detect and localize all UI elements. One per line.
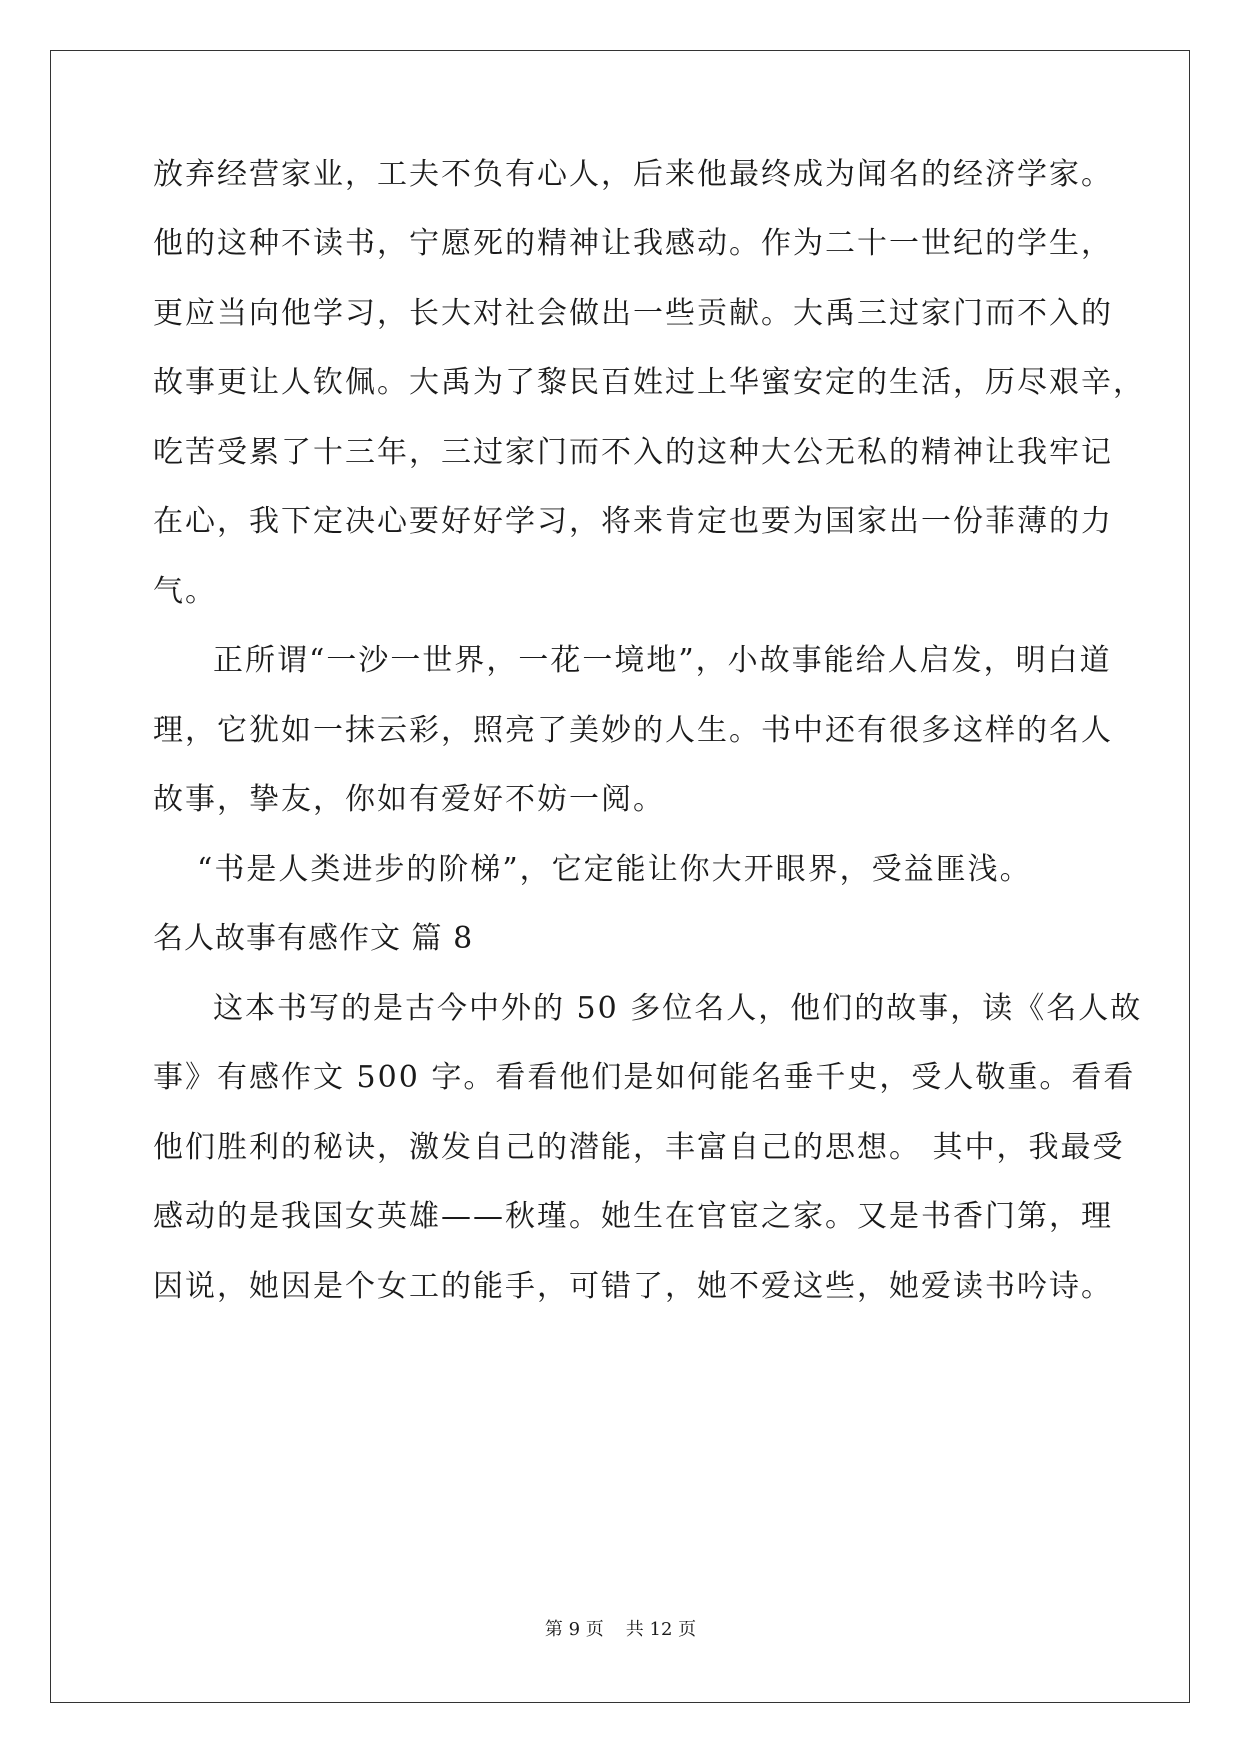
text-line-10: 故事，挚友，你如有爱好不妨一阅。 (153, 782, 665, 817)
text-line-7: 气。 (153, 574, 217, 609)
text-line-9: 理，它犹如一抹云彩，照亮了美妙的人生。书中还有很多这样的名人 (153, 713, 1113, 748)
section-line-1: 这本书写的是古今中外的 50 多位名人，他们的故事，读《名人故 (213, 991, 1143, 1026)
text-line-6: 在心，我下定决心要好好学习，将来肯定也要为国家出一份菲薄的力 (153, 504, 1113, 539)
text-line-8: 正所谓“一沙一世界，一花一境地”，小故事能给人启发，明白道 (213, 643, 1112, 678)
text-line-4: 故事更让人钦佩。大禹为了黎民百姓过上华蜜安定的生活，历尽艰辛， (153, 365, 1145, 400)
page-footer (0, 1618, 1241, 1642)
text-line-1: 放弃经营家业，工夫不负有心人，后来他最终成为闻名的经济学家。 (153, 157, 1113, 192)
section-line-3: 他们胜利的秘诀，激发自己的潜能，丰富自己的思想。 其中，我最受 (153, 1130, 1125, 1165)
section-line-4: 感动的是我国女英雄——秋瑾。她生在官宦之家。又是书香门第，理 (153, 1199, 1113, 1234)
section-line-5: 因说，她因是个女工的能手，可错了，她不爱这些，她爱读书吟诗。 (153, 1269, 1113, 1304)
text-line-5: 吃苦受累了十三年，三过家门而不入的这种大公无私的精神让我牢记 (153, 435, 1113, 470)
text-line-2: 他的这种不读书，宁愿死的精神让我感动。作为二十一世纪的学生， (153, 226, 1113, 261)
text-line-3: 更应当向他学习，长大对社会做出一些贡献。大禹三过家门而不入的 (153, 296, 1113, 331)
text-line-11: “书是人类进步的阶梯”，它定能让你大开眼界，受益匪浅。 (197, 852, 1032, 887)
section-line-2: 事》有感作文 500 字。看看他们是如何能名垂千史，受人敬重。看看 (153, 1060, 1136, 1095)
section-heading: 名人故事有感作文 篇 8 (153, 921, 474, 956)
page-total: 共 12 页 (625, 1619, 697, 1640)
page-number: 第 9 页 (544, 1619, 604, 1640)
